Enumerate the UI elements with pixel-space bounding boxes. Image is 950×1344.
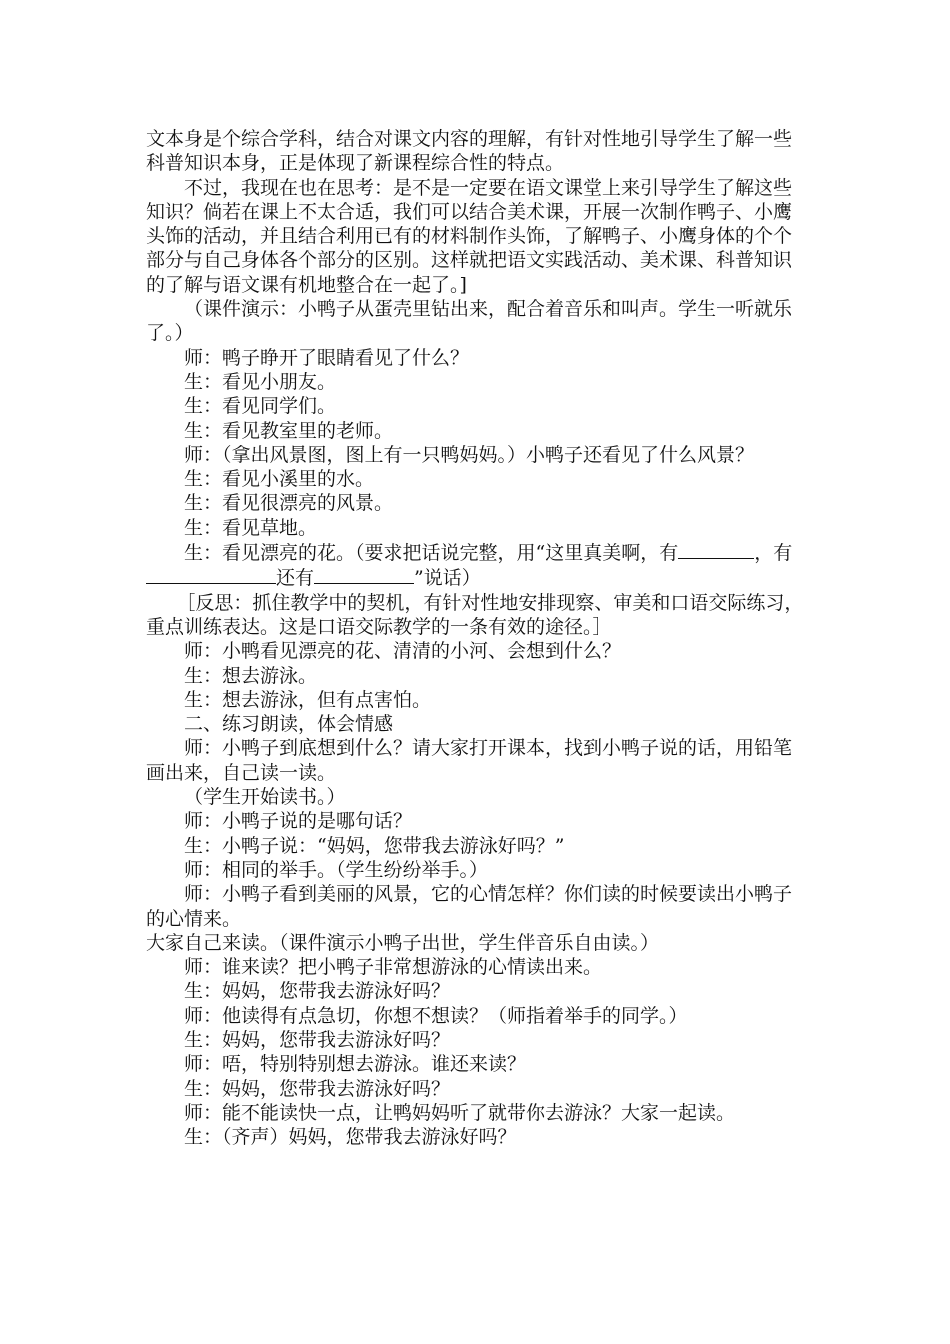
paragraph: 生：妈妈，您带我去游泳好吗？ <box>184 1028 451 1051</box>
paragraph: 师：小鸭看见漂亮的花、清清的小河、会想到什么？ <box>184 640 622 663</box>
paragraph: 生：看见同学们。 <box>184 395 337 418</box>
paragraph: 师：小鸭子看到美丽的风景，它的心情怎样？你们读的时候要读出小鸭子的心情来。 <box>146 883 793 930</box>
paragraph: 师：相同的举手。（学生纷纷举手。） <box>184 858 489 881</box>
paragraph: 师：能不能读快一点，让鸭妈妈听了就带你去游泳？大家一起读。 <box>184 1101 736 1124</box>
paragraph: 文本身是个综合学科，结合对课文内容的理解，有针对性地引导学生了解一些科普知识本身，正是体现了新课程综合性的特点。 <box>146 128 793 175</box>
fill-blank <box>706 540 754 559</box>
paragraph: 师：小鸭子到底想到什么？请大家打开课本，找到小鸭子说的话，用铅笔画出来，自己读一读。 <box>146 737 793 784</box>
paragraph: 生：看见教室里的老师。 <box>184 419 394 442</box>
paragraph: 生：妈妈，您带我去游泳好吗？ <box>184 1077 451 1100</box>
paragraph: 师：谁来读？把小鸭子非常想游泳的心情读出来。 <box>184 956 603 979</box>
fill-text-1: 生：看见漂亮的花。（要求把话说完整，用“这里真美啊，有 <box>184 542 679 565</box>
fill-blank <box>146 565 276 584</box>
paragraph: 不过，我现在也在思考：是不是一定要在语文课堂上来引导学生了解这些知识？倘若在课上不太合适，我们可以结合美术课，开展一次制作鸭子、小鹰头饰的活动，并且结合利用已有的材料制作头饰，了解鸭子、小鹰身体的个个部分与自己身体各个部分的区别。这样就把语文实践活动、美术课、科普知识的了解与语文课有机地整合在一起了。] <box>146 176 793 296</box>
fill-text-4: ”说话） <box>414 567 481 590</box>
paragraph: 生：（齐声）妈妈，您带我去游泳好吗？ <box>184 1126 517 1149</box>
section-heading: 二、练习朗读，体会情感 <box>184 713 394 736</box>
paragraph: 师：小鸭子说的是哪句话？ <box>184 810 413 833</box>
fill-in-sentence <box>146 540 806 591</box>
fill-blank <box>314 565 414 584</box>
paragraph: （学生开始读书。） <box>184 786 346 809</box>
paragraph: 生：看见很漂亮的风景。 <box>184 492 394 515</box>
paragraph: （课件演示：小鸭子从蛋壳里钻出来，配合着音乐和叫声。学生一听就乐了。） <box>146 298 793 345</box>
fill-text-2: ，有 <box>754 542 793 565</box>
fill-text-3: 还有 <box>276 567 315 590</box>
paragraph: 师：他读得有点急切，你想不想读？（师指着举手的同学。） <box>184 1004 688 1027</box>
fill-blank <box>678 540 706 559</box>
paragraph: 师：（拿出风景图，图上有一只鸭妈妈。）小鸭子还看见了什么风景？ <box>184 443 755 466</box>
paragraph: 生：小鸭子说：“妈妈，您带我去游泳好吗？” <box>184 834 565 857</box>
paragraph: 生：看见小朋友。 <box>184 370 337 393</box>
paragraph: 师：鸭子睁开了眼睛看见了什么？ <box>184 346 470 369</box>
document-body <box>146 127 806 1149</box>
reflection-paragraph: ［反思：抓住教学中的契机，有针对性地安排现察、审美和口语交际练习，重点训练表达。这是口语交际教学的一条有效的途径。］ <box>146 591 804 638</box>
paragraph: 大家自己来读。（课件演示小鸭子出世，学生伴音乐自由读。） <box>146 931 660 954</box>
paragraph: 生：妈妈，您带我去游泳好吗？ <box>184 980 451 1003</box>
paragraph: 生：看见草地。 <box>184 516 318 539</box>
paragraph: 生：想去游泳，但有点害怕。 <box>184 688 432 711</box>
paragraph: 生：想去游泳。 <box>184 664 318 687</box>
paragraph: 师：唔，特别特别想去游泳。谁还来读？ <box>184 1053 527 1076</box>
paragraph: 生：看见小溪里的水。 <box>184 468 375 491</box>
